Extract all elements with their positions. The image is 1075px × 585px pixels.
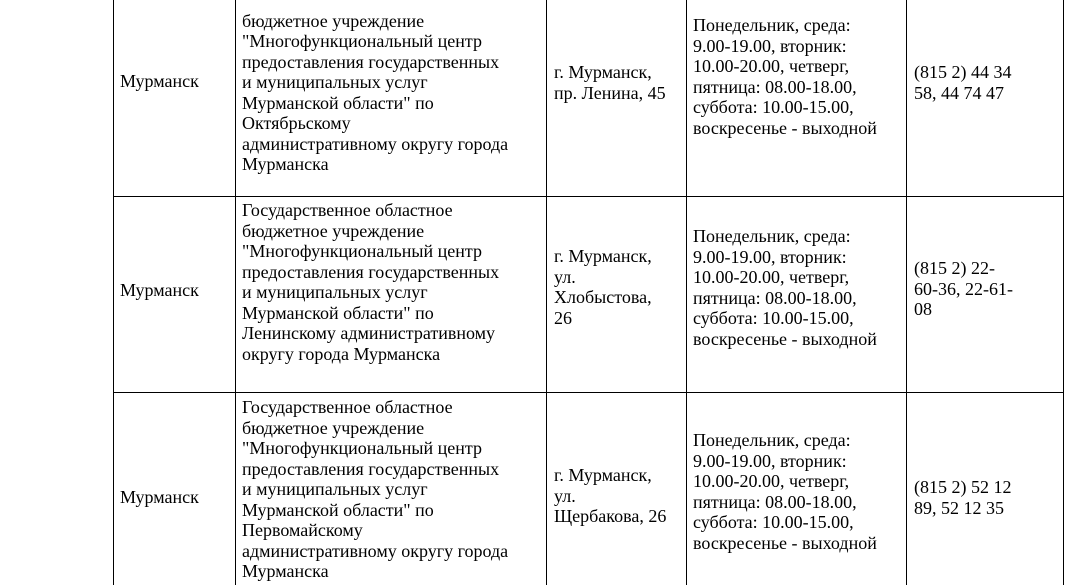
schedule-line: суббота: 10.00-15.00,: [693, 97, 854, 117]
table-cell-phone: [914, 62, 1012, 103]
table-border-col2: [546, 0, 547, 585]
address-line: пр. Ленина, 45: [554, 82, 666, 103]
table-cell-phone: [914, 258, 1013, 320]
schedule-line: пятница: 08.00-18.00,: [693, 76, 857, 97]
table-border-col4: [906, 0, 907, 585]
institution-line: Мурманска: [242, 154, 329, 174]
institution-line: Первомайскому: [242, 520, 363, 540]
schedule-line: пятница: 08.00-18.00,: [693, 287, 857, 308]
schedule-line: Понедельник, среда:: [693, 430, 851, 450]
institution-line: административному округу города: [242, 540, 509, 561]
address-line: Хлобыстова,: [554, 287, 652, 307]
institution-line: Мурманской области" по: [242, 92, 434, 113]
address-line: ул.: [554, 485, 576, 506]
table-cell-schedule: [693, 430, 877, 553]
schedule-line: 10.00-20.00, четверг,: [693, 471, 850, 491]
table-cell-city: Мурманск: [120, 71, 199, 91]
address-line: г. Мурманск,: [554, 246, 652, 266]
address-line: г. Мурманск,: [554, 465, 652, 485]
phone-line: (815 2) 22-: [914, 258, 995, 278]
schedule-line: пятница: 08.00-18.00,: [693, 491, 857, 512]
schedule-line: Понедельник, среда:: [693, 226, 851, 246]
institution-line: Ленинскому административному: [242, 323, 496, 343]
institution-line: бюджетное учреждение: [242, 220, 425, 241]
institution-line: округу города Мурманска: [242, 343, 441, 364]
table-row-border-2: [114, 392, 1064, 393]
schedule-line: Понедельник, среда:: [693, 15, 851, 35]
institution-line: предоставления государственных: [242, 458, 500, 479]
phone-line: (815 2) 52 12: [914, 477, 1012, 497]
institution-line-partial: [242, 0, 508, 11]
schedule-line: 9.00-19.00, вторник:: [693, 35, 847, 56]
institution-line: Государственное областное: [242, 397, 453, 417]
table-cell-city: Мурманск: [120, 280, 199, 300]
institution-line: Мурманской области" по: [242, 499, 434, 520]
address-line: ул.: [554, 266, 576, 287]
phone-line: 60-36, 22-61-: [914, 278, 1013, 299]
institution-line: Мурманска: [242, 561, 329, 581]
institution-line: "Многофункциональный центр: [242, 31, 482, 51]
schedule-line: воскресенье - выходной: [693, 532, 877, 553]
phone-line: 58, 44 74 47: [914, 82, 1004, 103]
schedule-line: 9.00-19.00, вторник:: [693, 450, 847, 471]
institution-line: бюджетное учреждение: [242, 417, 425, 438]
table-border-right: [1063, 0, 1064, 585]
institution-line: предоставления государственных: [242, 51, 500, 72]
institution-line: предоставления государственных: [242, 261, 500, 282]
table-cell-institution: [242, 200, 499, 364]
schedule-line: 10.00-20.00, четверг,: [693, 56, 850, 76]
table-row-border-1: [114, 196, 1064, 197]
address-line: г. Мурманск,: [554, 62, 652, 82]
table-cell-schedule: [693, 226, 877, 349]
table-cell-institution: [242, 0, 508, 175]
institution-line: административному округу города: [242, 133, 509, 154]
institution-line: "Многофункциональный центр: [242, 241, 482, 261]
address-line: 26: [554, 307, 572, 328]
institution-line: и муниципальных услуг: [242, 72, 428, 92]
institution-line: бюджетное учреждение: [242, 10, 425, 31]
schedule-line: суббота: 10.00-15.00,: [693, 308, 854, 328]
phone-line: 08: [914, 299, 932, 319]
institution-line: и муниципальных услуг: [242, 282, 428, 302]
table-border-col3: [686, 0, 687, 585]
table-cell-address: [554, 465, 666, 527]
phone-line: 89, 52 12 35: [914, 497, 1004, 518]
schedule-line: воскресенье - выходной: [693, 328, 877, 349]
phone-line: (815 2) 44 34: [914, 62, 1012, 82]
schedule-line: 9.00-19.00, вторник:: [693, 246, 847, 267]
table-border-left: [113, 0, 114, 585]
schedule-line: суббота: 10.00-15.00,: [693, 512, 854, 532]
table-cell-institution: [242, 397, 508, 582]
table-cell-city: Мурманск: [120, 487, 199, 507]
institution-line: "Многофункциональный центр: [242, 438, 482, 458]
schedule-line: воскресенье - выходной: [693, 117, 877, 138]
institution-line: Октябрьскому: [242, 113, 351, 133]
table-border-col1: [235, 0, 236, 585]
institution-line: и муниципальных услуг: [242, 479, 428, 499]
institution-line: Государственное областное: [242, 200, 453, 220]
table-cell-address: [554, 246, 652, 328]
schedule-line: 10.00-20.00, четверг,: [693, 267, 850, 287]
table-cell-phone: [914, 477, 1012, 518]
table-cell-address: [554, 62, 666, 103]
institution-line: Мурманской области" по: [242, 302, 434, 323]
table-cell-schedule: [693, 15, 877, 138]
address-line: Щербакова, 26: [554, 506, 667, 526]
